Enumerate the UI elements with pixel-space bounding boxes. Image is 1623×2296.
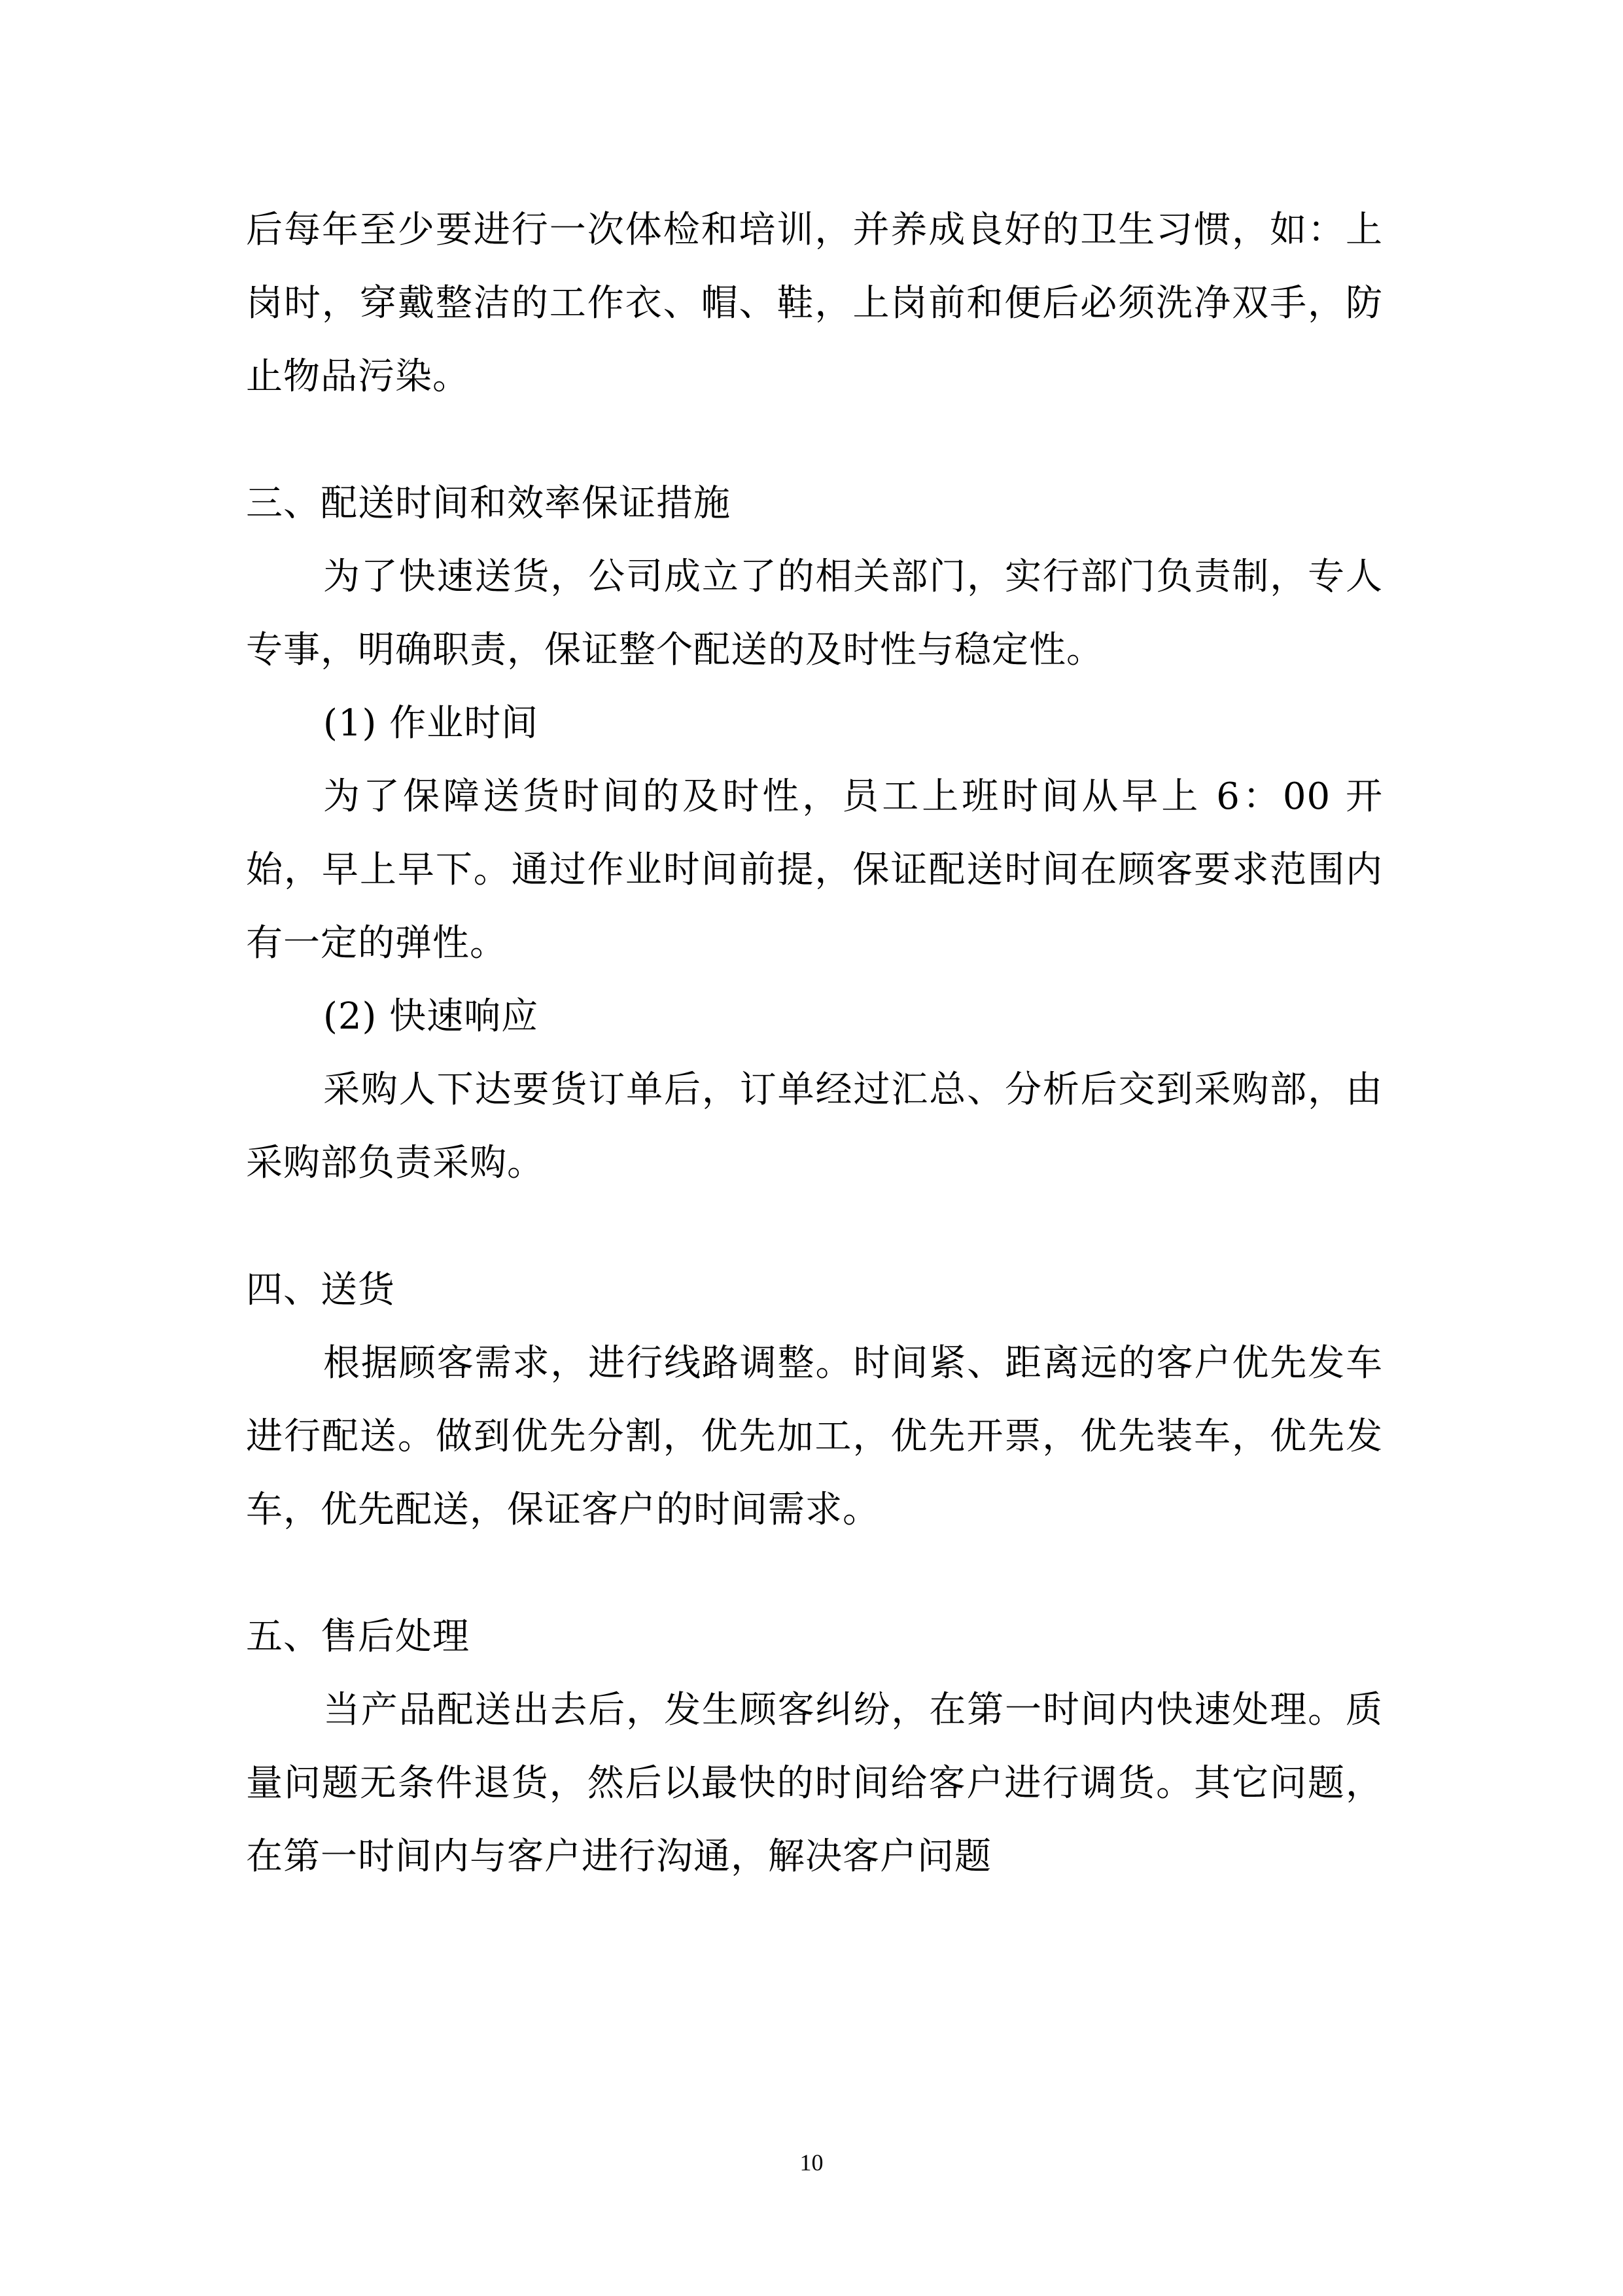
section3-sub2-heading: (2) 快速响应 (323, 995, 539, 1038)
section5-heading: 五、售后处理 (246, 1616, 470, 1658)
section3-sub1-paragraph: 为了保障送货时间的及时性，员工上班时间从早上 6：00 开始，早上早下。通过作业时间前提，保证配送时间在顾客要求范围内有一定的弹性。 (246, 775, 1383, 964)
section5-paragraph: 当产品配送出去后，发生顾客纠纷，在第一时间内快速处理。质量问题无条件退货，然后以最快的时间给客户进行调货。其它问题，在第一时间内与客户进行沟通，解决客户问题 (246, 1689, 1383, 1878)
section3-heading: 三、配送时间和效率保证措施 (246, 482, 731, 525)
page-number: 10 (799, 2149, 824, 2176)
section-gap (246, 1547, 1383, 1600)
section-gap (246, 1200, 1383, 1254)
section3-sub1-heading: (1) 作业时间 (323, 702, 539, 745)
section4-paragraph: 根据顾客需求，进行线路调整。时间紧、距离远的客户优先发车进行配送。做到优先分割，优先加工，优先开票，优先装车，优先发车，优先配送，保证客户的时间需求。 (246, 1342, 1383, 1531)
section-gap (246, 414, 1383, 467)
intro-paragraph: 后每年至少要进行一次体检和培训，并养成良好的卫生习惯，如：上岗时，穿戴整洁的工作衣、帽、鞋，上岗前和便后必须洗净双手，防止物品污染。 (246, 209, 1383, 398)
document-body (246, 194, 1383, 1894)
section3-paragraph: 为了快速送货，公司成立了的相关部门，实行部门负责制，专人专事，明确职责，保证整个配送的及时性与稳定性。 (246, 556, 1383, 671)
section4-heading: 四、送货 (246, 1269, 395, 1311)
section3-sub2-paragraph: 采购人下达要货订单后，订单经过汇总、分析后交到采购部，由采购部负责采购。 (246, 1069, 1383, 1184)
